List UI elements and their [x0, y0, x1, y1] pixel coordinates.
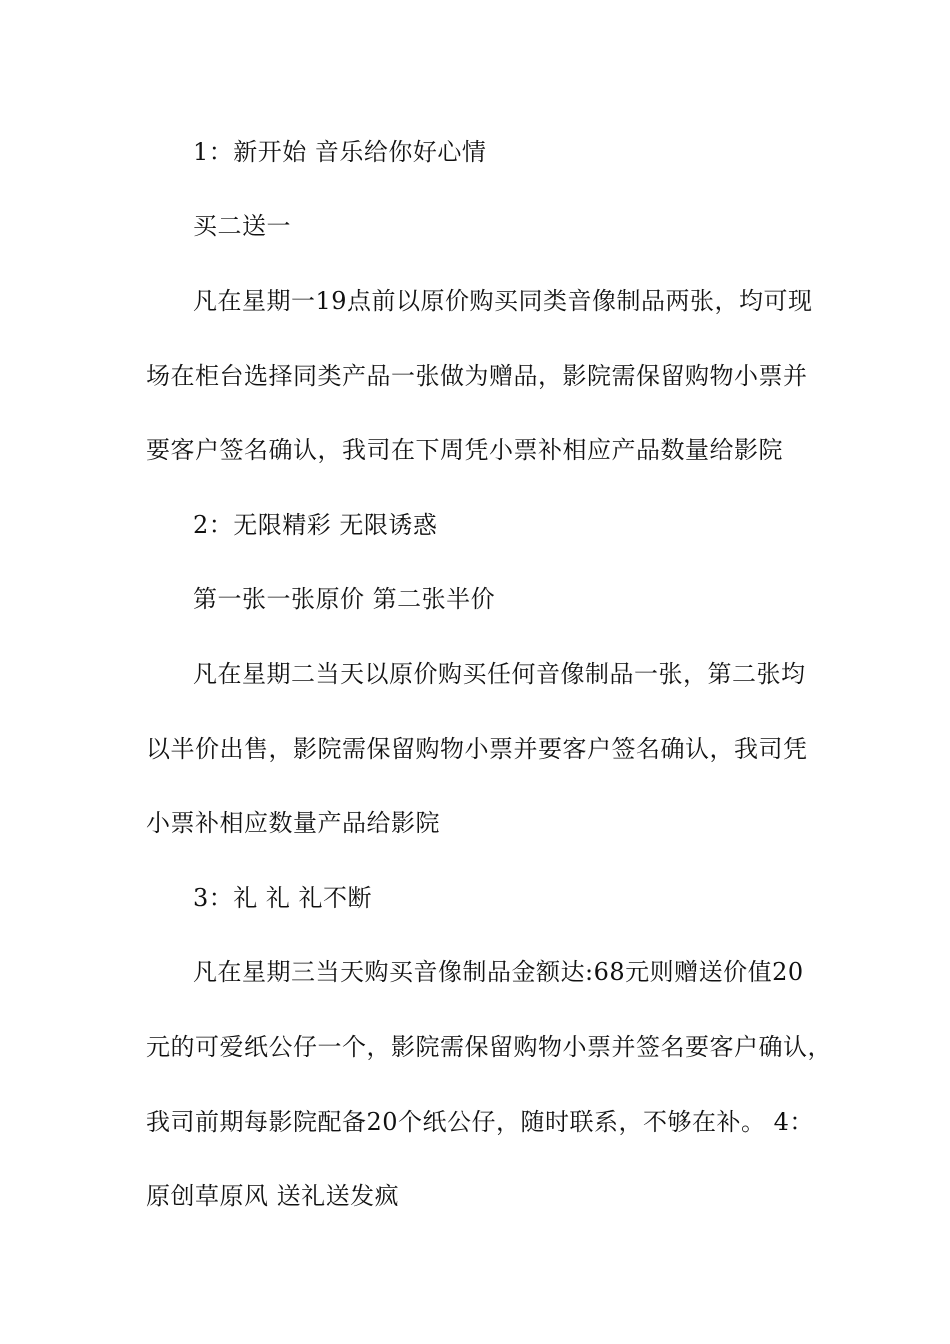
paragraph-line: 场在柜台选择同类产品一张做为赠品，影院需保留购物小票并 — [146, 362, 808, 390]
paragraph-line: 小票补相应数量产品给影院 — [146, 809, 440, 837]
paragraph-line: 凡在星期一19点前以原价购买同类音像制品两张，均可现 — [193, 287, 813, 315]
paragraph-line: 以半价出售，影院需保留购物小票并要客户签名确认，我司凭 — [146, 735, 808, 763]
section-4-heading: 原创草原风 送礼送发疯 — [146, 1182, 400, 1210]
paragraph-line: 凡在星期二当天以原价购买任何音像制品一张，第二张均 — [193, 660, 806, 688]
section-2-subheading: 第一张一张原价 第二张半价 — [193, 585, 496, 613]
section-1-heading: 1：新开始 音乐给你好心情 — [193, 138, 487, 166]
section-2-heading: 2：无限精彩 无限诱惑 — [193, 511, 438, 539]
paragraph-line: 要客户签名确认，我司在下周凭小票补相应产品数量给影院 — [146, 436, 783, 464]
section-3-heading: 3：礼 礼 礼不断 — [193, 884, 373, 912]
section-1-subheading: 买二送一 — [193, 212, 291, 240]
paragraph-line: 我司前期每影院配备20个纸公仔，随时联系，不够在补。 4： — [146, 1108, 814, 1136]
paragraph-line: 元的可爱纸公仔一个，影院需保留购物小票并签名要客户确认， — [146, 1033, 832, 1061]
paragraph-line: 凡在星期三当天购买音像制品金额达:68元则赠送价值20 — [193, 958, 804, 986]
